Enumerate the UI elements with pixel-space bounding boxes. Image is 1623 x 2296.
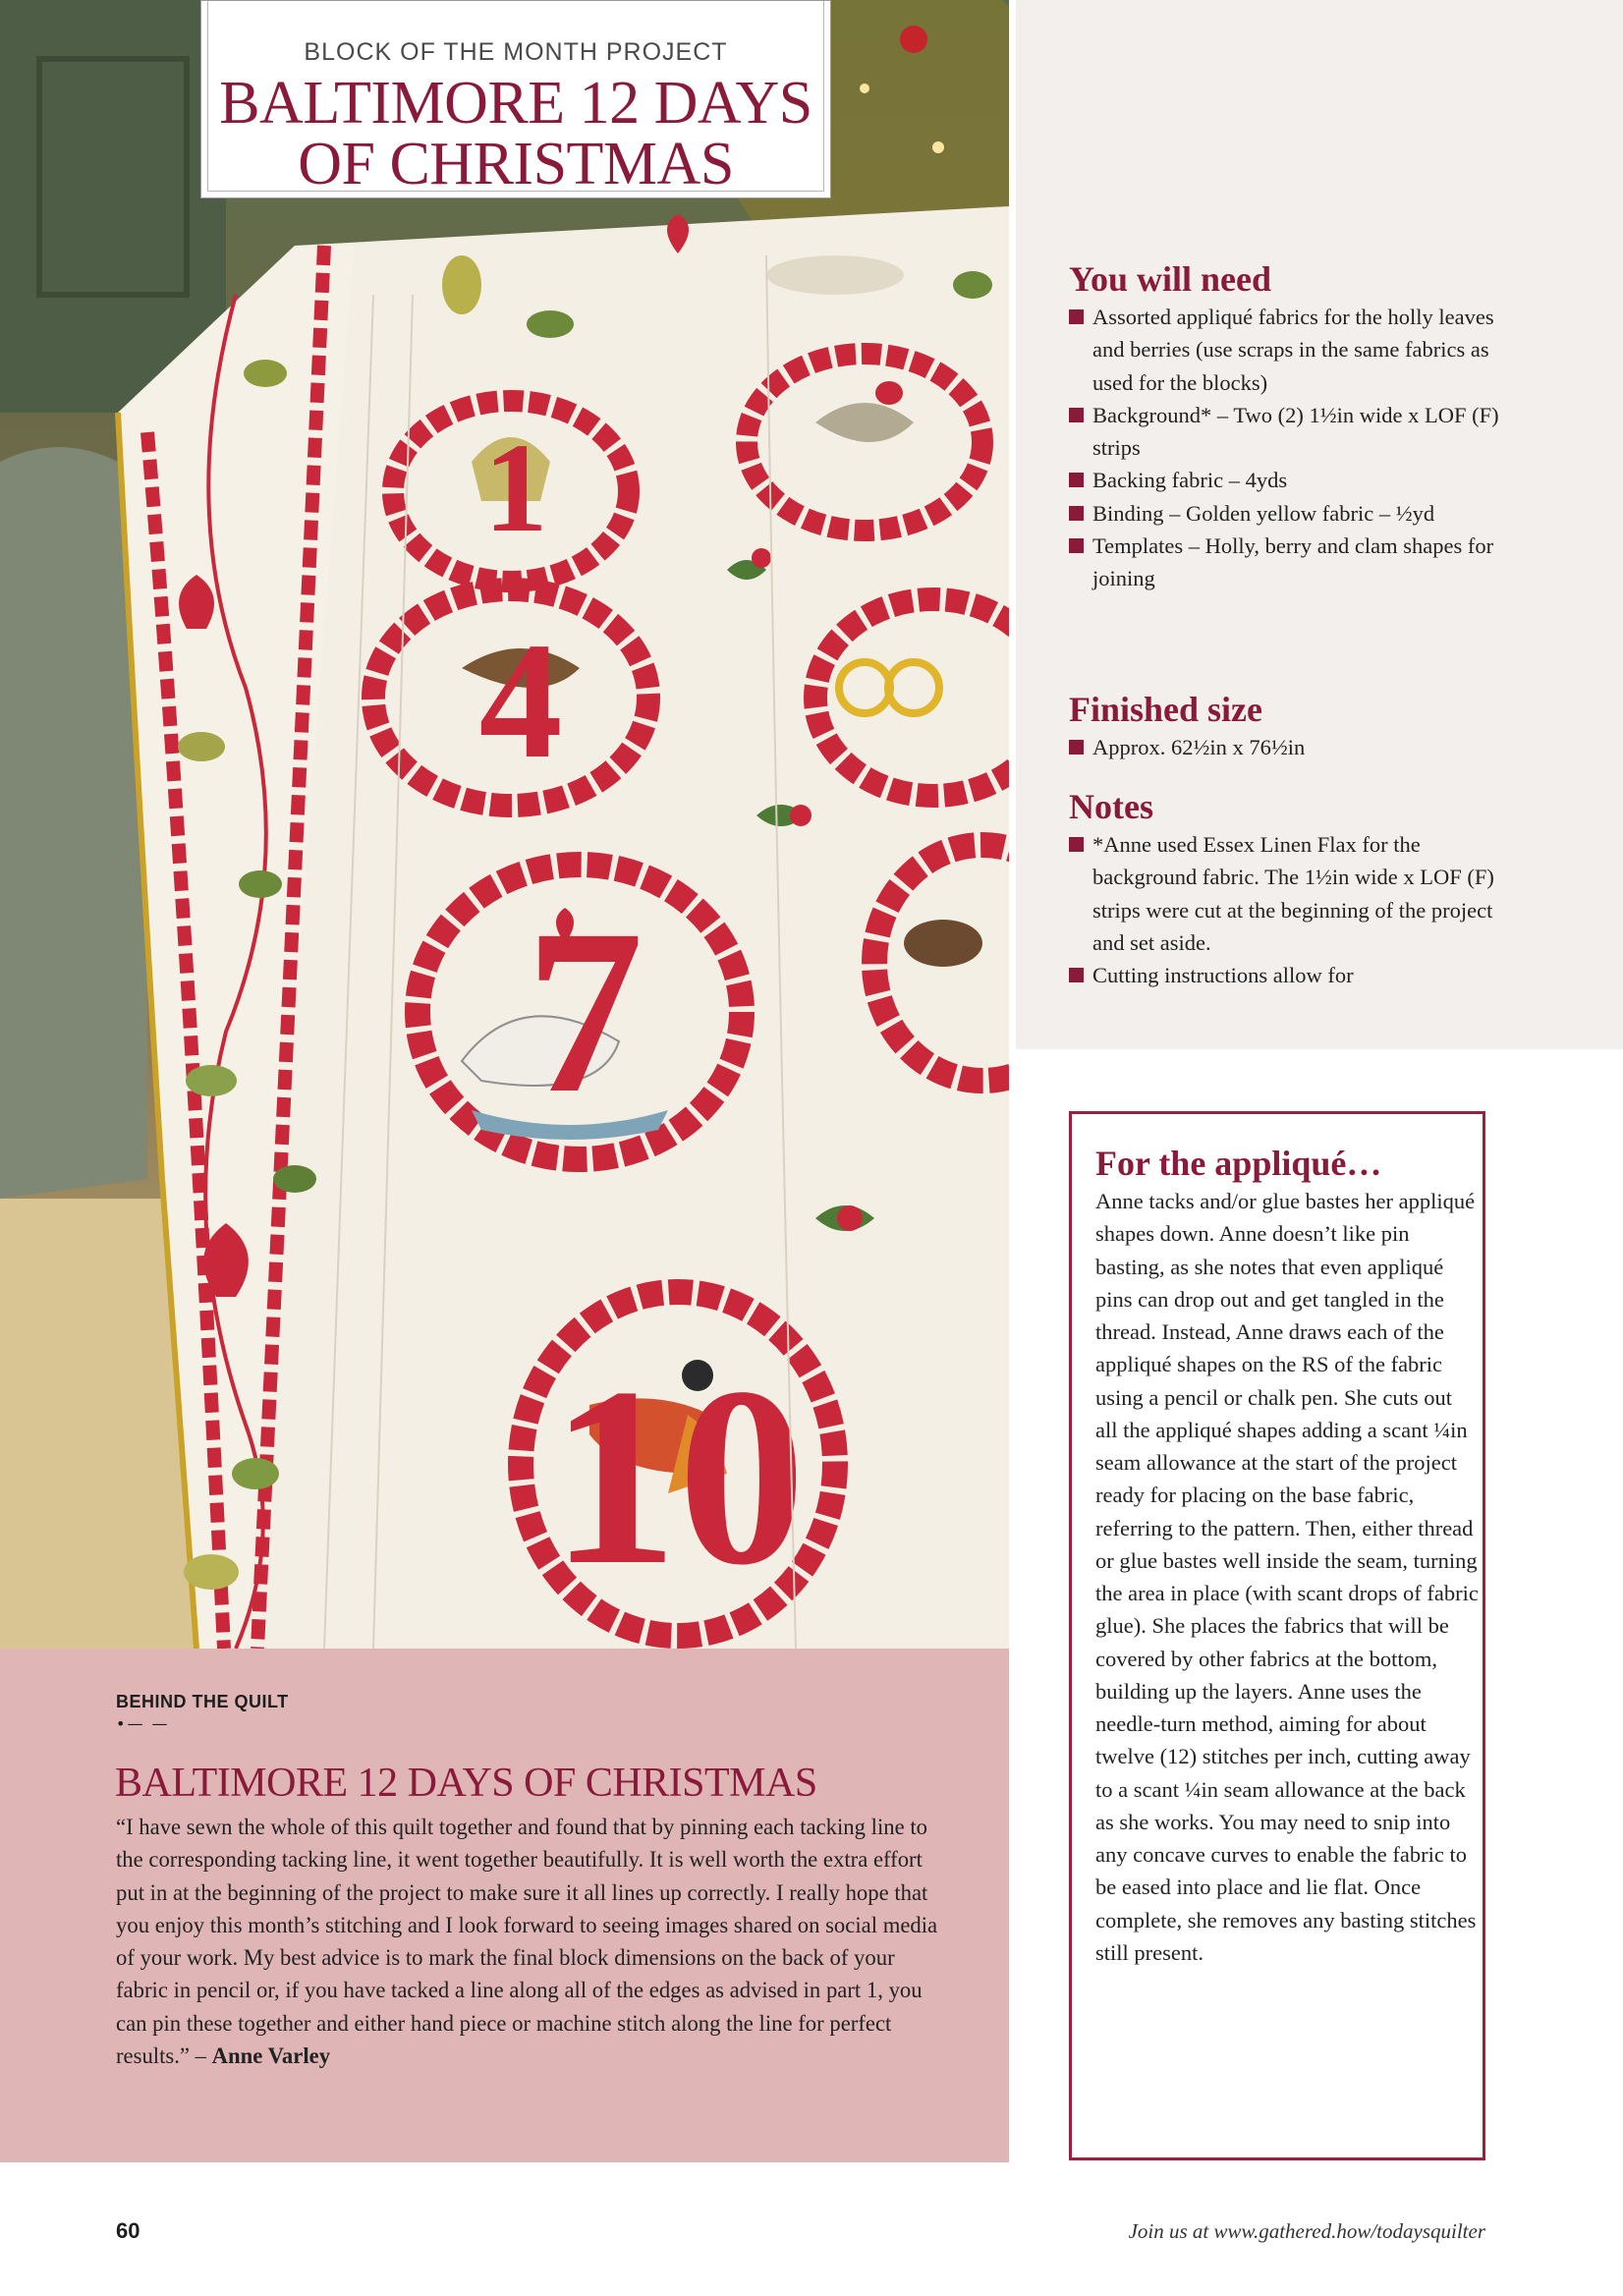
page-title-line-1: BALTIMORE 12 DAYS [219, 70, 812, 137]
title-box [200, 0, 831, 198]
list-item: *Anne used Essex Linen Flax for the background fabric. The 1½in wide x LOF (F) strips were cut at the beginning of the project and set aside. [1069, 828, 1521, 959]
footer-link[interactable]: Join us at www.gathered.how/todaysquilter [1128, 2219, 1485, 2243]
you-will-need-section [1069, 259, 1521, 595]
list-item: Templates – Holly, berry and clam shapes for joining [1069, 530, 1521, 595]
applique-body: Anne tacks and/or glue bastes her appliqué shapes down. Anne doesn’t like pin basting, as she notes that even appliqué pins can drop out and get tangled in the thread. Instead, Anne draws each of the appliqué shapes on the RS of the fabric using a pencil or chalk pen. She cuts out all the appliqué shapes adding a scant ¼in seam allowance at the start of the project ready for placing on the base fabric, referring to the pattern. Then, either thread or glue bastes well inside the seam, turning the area in place (with scant drops of fabric glue). She places the fabrics that will be covered by other fabrics at the bottom, building up the layers. Anne uses the needle-turn method, aiming for about twelve (12) stitches per inch, cutting away to a scant ¼in seam allowance at the back as she works. You may need to snip into any concave curves to enable the fabric to be eased into place and lie flat. Once complete, she removes any basting stitches still present. [1095, 1189, 1479, 1965]
quilt-illustration [0, 0, 1009, 1649]
series-kicker: BLOCK OF THE MONTH PROJECT [304, 38, 728, 66]
finished-size-list [1069, 731, 1521, 763]
applique-heading: For the appliqué… [1095, 1144, 1382, 1183]
applique-tip-box [1069, 1111, 1485, 2160]
requirements-panel [1016, 0, 1623, 1049]
you-will-need-heading: You will need [1069, 259, 1272, 299]
list-item: Backing fabric – 4yds [1069, 464, 1521, 496]
designer-quote [116, 1811, 951, 2072]
arrow-icon: •— — [116, 1714, 170, 1733]
page-number: 60 [116, 2218, 140, 2243]
behind-the-quilt-label: BEHIND THE QUILT [116, 1692, 289, 1711]
bauble [900, 26, 927, 53]
notes-section [1069, 787, 1521, 991]
page-title-line-2: OF CHRISTMAS [298, 131, 734, 197]
block-number-4: 4 [478, 608, 563, 793]
block-number-10: 10 [550, 1335, 806, 1618]
list-item: Cutting instructions allow for [1069, 959, 1521, 991]
tree-light [860, 84, 869, 93]
you-will-need-list [1069, 301, 1521, 595]
tree-light [932, 141, 944, 153]
quilt-photo [0, 0, 1009, 1649]
quote-author: Anne Varley [211, 2044, 331, 2069]
list-item: Background* – Two (2) 1½in wide x LOF (F) strips [1069, 399, 1521, 465]
behind-the-quilt-title: BALTIMORE 12 DAYS OF CHRISTMAS [115, 1761, 817, 1806]
notes-heading: Notes [1069, 787, 1153, 826]
list-item: Binding – Golden yellow fabric – ½yd [1069, 497, 1521, 530]
page-title [201, 70, 830, 197]
block-number-7: 7 [526, 880, 644, 1142]
list-item: Assorted appliqué fabrics for the holly leaves and berries (use scraps in the same fabrics as used for the blocks) [1069, 301, 1521, 399]
list-item: Approx. 62½in x 76½in [1069, 731, 1521, 763]
finished-size-heading: Finished size [1069, 690, 1263, 729]
behind-the-quilt-panel [0, 1649, 1009, 2162]
block-number-1: 1 [483, 418, 548, 559]
quote-text: “I have sewn the whole of this quilt together and found that by pinning each tacking line to the corresponding tacking line, it went together beautifully. It is well worth the extra effort put in at the beginning of the project to make sure it all lines up correctly. I really hope that you enjoy this month’s stitching and I look forward to seeing images shared on social media of your work. My best advice is to mark the final block dimensions on the back of your fabric in pencil or, if you have tacked a line along all of the edges as advised in part 1, you can pin these together and either hand piece or machine stitch along the line for perfect results.” – [116, 1815, 938, 2069]
finished-size-section [1069, 690, 1521, 763]
notes-list [1069, 828, 1521, 991]
